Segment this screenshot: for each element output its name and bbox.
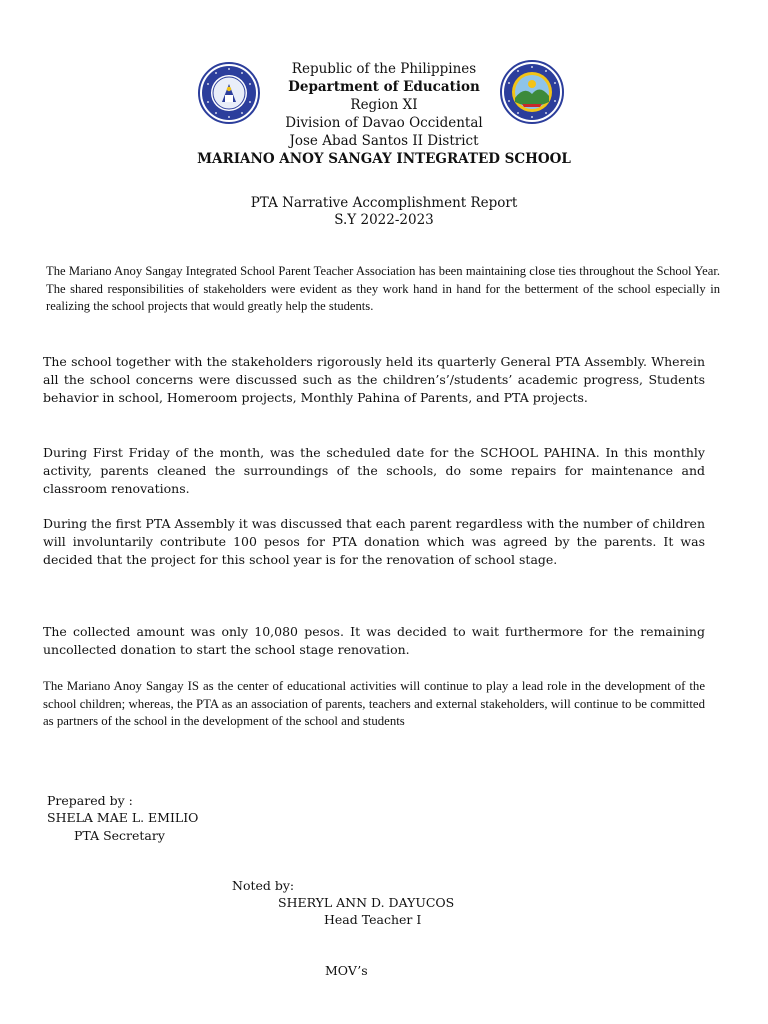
paragraph-assembly: The school together with the stakeholders rigorously held its quarterly General PTA Assembly. Wherein all the school concerns were discussed such as the children’s’/students’ academic progress, Students behavior in school, Homeroom projects, Monthly Pahina of Parents, and PTA projects. (43, 354, 705, 405)
prepared-by-name: SHELA MAE L. EMILIO (47, 810, 199, 825)
paragraph-closing: The Mariano Anoy Sangay IS as the center of educational activities will continue to play a lead role in the development of the school children; whereas, the PTA as an association of parents, teachers and external stakeholders, will continue to be committed as partners of the school in the development of the school and students (43, 679, 705, 728)
paragraph-donation: During the first PTA Assembly it was discussed that each parent regardless with the number of children will involuntarily contribute 100 pesos for PTA donation which was agreed by the parents. It was decided that the project for this school year is for the renovation of school stage. (43, 516, 705, 567)
region-line: Region XI (350, 97, 418, 113)
letterhead (0, 60, 768, 168)
paragraph-intro: The Mariano Anoy Sangay Integrated School Parent Teacher Association has been maintaining close ties throughout the School Year. The shared responsibilities of stakeholders were evident as they work hand in hand for the betterment of the school especially in realizing the school projects that would greatly help the students. (46, 264, 720, 313)
paragraph-pahina: During First Friday of the month, was the scheduled date for the SCHOOL PAHINA. In this monthly activity, parents cleaned the surroundings of the schools, do some repairs for maintenance and classroom renovations. (43, 445, 705, 496)
noted-by-name: SHERYL ANN D. DAYUCOS (278, 895, 455, 910)
noted-by-label: Noted by: (232, 878, 295, 893)
district-line: Jose Abad Santos II District (289, 133, 479, 149)
school-name: MARIANO ANOY SANGAY INTEGRATED SCHOOL (197, 151, 571, 167)
paragraph-collected: The collected amount was only 10,080 pesos. It was decided to wait furthermore for the remaining uncollected donation to start the school stage renovation. (43, 624, 705, 657)
report-title (0, 195, 768, 229)
noted-by-position: Head Teacher I (324, 912, 422, 927)
movs-heading: MOV’s (325, 963, 368, 978)
report-title-line: PTA Narrative Accomplishment Report (250, 195, 518, 211)
prepared-by-label: Prepared by : (47, 793, 133, 808)
republic-line: Republic of the Philippines (291, 61, 477, 77)
prepared-by-position: PTA Secretary (74, 828, 165, 843)
school-year-line: S.Y 2022-2023 (334, 212, 434, 228)
division-line: Division of Davao Occidental (285, 115, 483, 131)
department-line: Department of Education (288, 79, 480, 95)
